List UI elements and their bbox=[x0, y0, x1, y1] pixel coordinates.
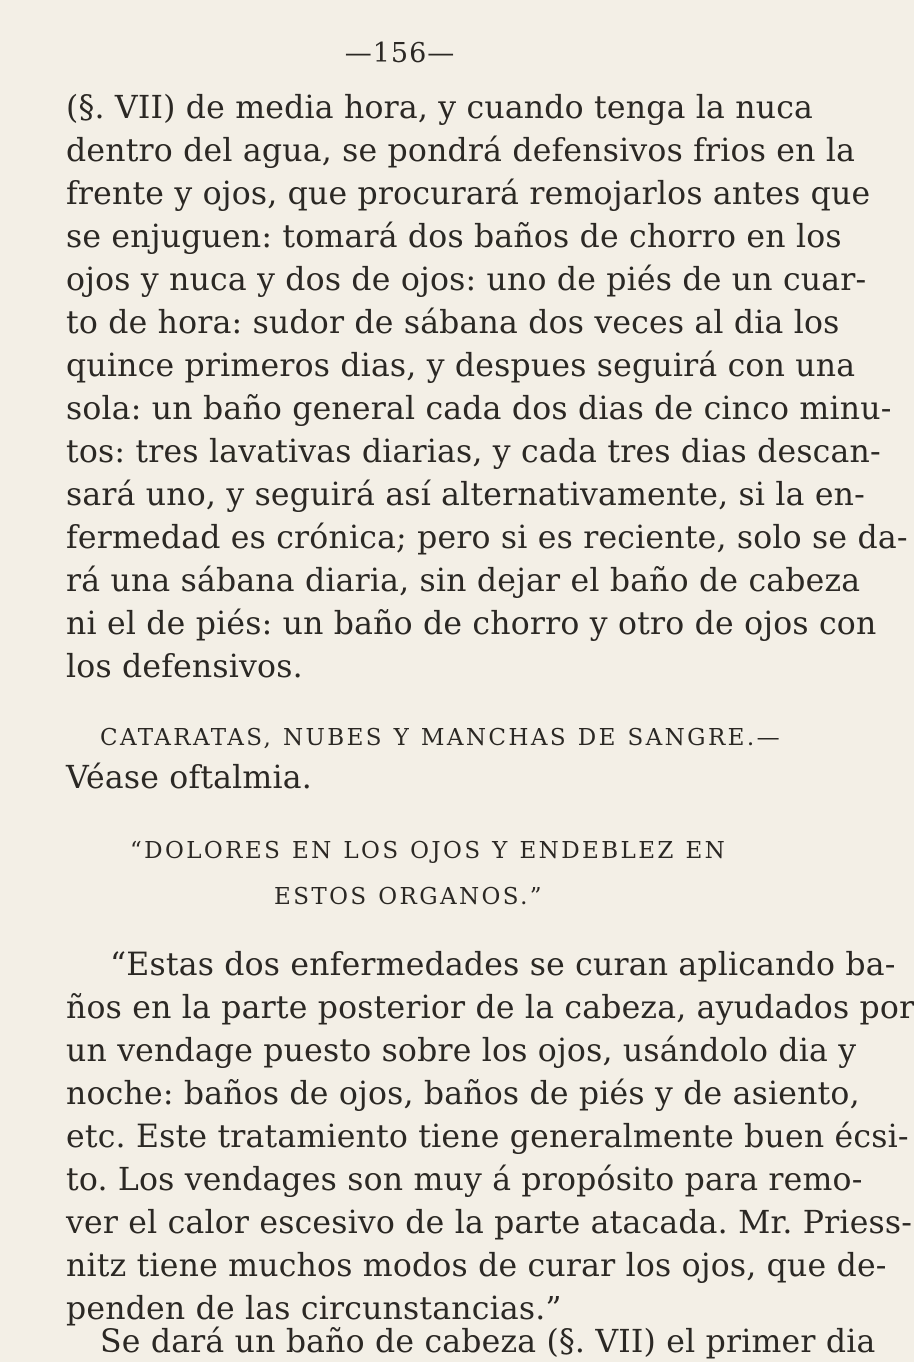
text-line: sará uno, y seguirá así alternativamente, si la en- bbox=[66, 477, 865, 513]
text-line: noche: baños de ojos, baños de piés y de asiento, bbox=[66, 1076, 860, 1112]
text-line: fermedad es crónica; pero si es reciente, solo se da- bbox=[66, 520, 908, 556]
text-line: “Estas dos enfermedades se curan aplicando ba- bbox=[110, 947, 896, 983]
text-line: to. Los vendages son muy á propósito para remo- bbox=[66, 1162, 863, 1198]
text-line: (§. VII) de media hora, y cuando tenga la nuca bbox=[66, 90, 814, 126]
entry-heading-cataratas: CATARATAS, NUBES Y MANCHAS DE SANGRE.— bbox=[100, 725, 782, 751]
text-line: frente y ojos, que procurará remojarlos antes que bbox=[66, 176, 871, 212]
text-line: rá una sábana diaria, sin dejar el baño de cabeza bbox=[66, 563, 861, 599]
page-number: —156— bbox=[344, 38, 456, 69]
text-line: quince primeros dias, y despues seguirá con una bbox=[66, 348, 856, 384]
text-line: sola: un baño general cada dos dias de cinco minu- bbox=[66, 391, 892, 427]
text-line: ni el de piés: un baño de chorro y otro de ojos con bbox=[66, 606, 877, 642]
text-line: nitz tiene muchos modos de curar los ojos, que de- bbox=[66, 1248, 887, 1284]
text-line: los defensivos. bbox=[66, 649, 303, 685]
text-line: un vendage puesto sobre los ojos, usándolo dia y bbox=[66, 1033, 857, 1069]
entry-heading-dolores-cont: ESTOS ORGANOS.” bbox=[274, 884, 544, 910]
text-line: se enjuguen: tomará dos baños de chorro en los bbox=[66, 219, 842, 255]
text-line: ver el calor escesivo de la parte atacada. Mr. Priess- bbox=[66, 1205, 913, 1241]
entry-heading-dolores: “DOLORES EN LOS OJOS Y ENDEBLEZ EN bbox=[130, 838, 728, 864]
text-line: tos: tres lavativas diarias, y cada tres dias descan- bbox=[66, 434, 881, 470]
text-line: ños en la parte posterior de la cabeza, ayudados por bbox=[66, 990, 914, 1026]
text-line: to de hora: sudor de sábana dos veces al dia los bbox=[66, 305, 840, 341]
text-line: etc. Este tratamiento tiene generalmente buen écsi- bbox=[66, 1119, 909, 1155]
text-line: dentro del agua, se pondrá defensivos frios en la bbox=[66, 133, 856, 169]
text-line: Se dará un baño de cabeza (§. VII) el primer dia bbox=[100, 1324, 876, 1360]
cross-reference: Véase oftalmia. bbox=[66, 760, 312, 796]
text-line: ojos y nuca y dos de ojos: uno de piés de un cuar- bbox=[66, 262, 867, 298]
text-line: penden de las circunstancias.” bbox=[66, 1291, 562, 1327]
